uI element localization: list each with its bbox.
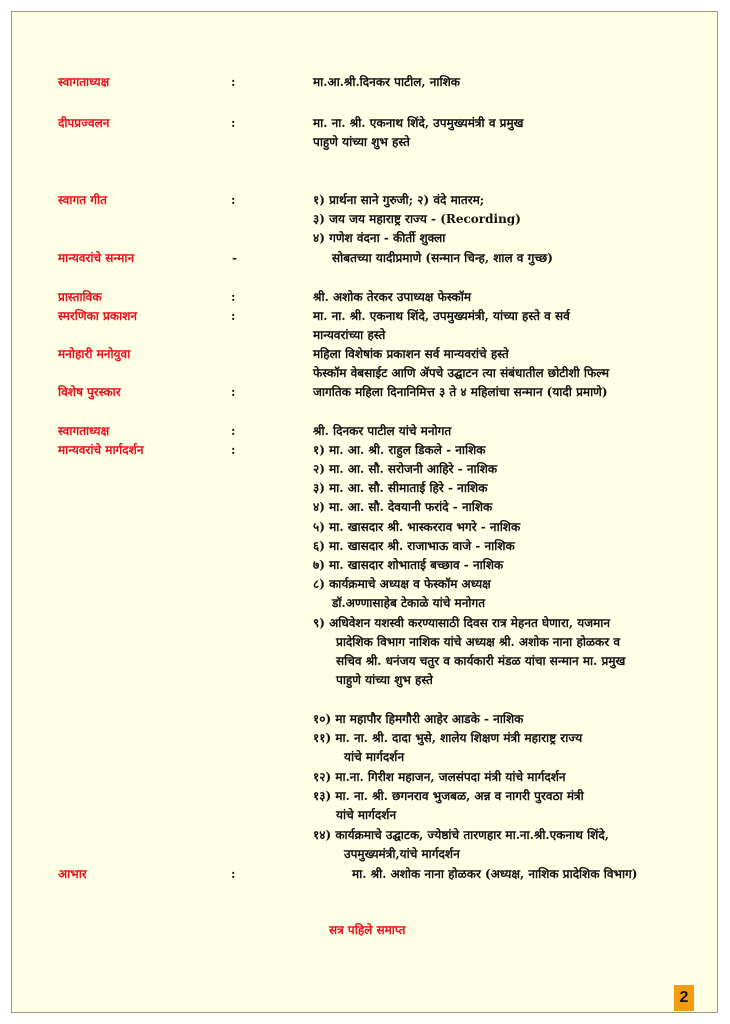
separator: : <box>231 443 236 457</box>
list-item: सचिव श्री. धनंजय चतुर व कार्यकारी मंडळ यांचा सन्मान मा. प्रमुख <box>336 654 626 668</box>
agenda-value: मा. ना. श्री. एकनाथ शिंदे, उपमुख्यमंत्री, यांच्या हस्ते व सर्व <box>313 309 570 323</box>
list-item: यांचे मार्गदर्शन <box>336 808 397 822</box>
agenda-value: मा. श्री. अशोक नाना होळकर (अध्यक्ष, नाशिक प्रादेशिक विभाग) <box>352 867 638 881</box>
list-item: १२) मा.ना. गिरीश महाजन, जलसंपदा मंत्री यांचे मार्गदर्शन <box>313 770 566 784</box>
agenda-value: मा.आ.श्री.दिनकर पाटील, नाशिक <box>313 75 460 89</box>
agenda-label: आभार <box>58 867 87 881</box>
separator: : <box>231 290 236 304</box>
list-item: डॉ.अण्णासाहेब टेकाळे यांचे मनोगत <box>332 596 486 610</box>
list-item: ४) मा. आ. सौ. देवयानी फरांदे - नाशिक <box>313 500 493 514</box>
list-item: ३) मा. आ. सौ. सीमाताई हिरे - नाशिक <box>313 481 488 495</box>
agenda-value: पाहुणे यांच्या शुभ हस्ते <box>313 135 410 149</box>
agenda-value: जागतिक महिला दिनानिमित्त ३ ते ४ महिलांचा सन्मान (यादी प्रमाणे) <box>313 385 608 399</box>
list-item: ५) मा. खासदार श्री. भास्करराव भगरे - नाशिक <box>313 520 521 534</box>
agenda-label: विशेष पुरस्कार <box>58 385 121 399</box>
list-item: १) मा. आ. श्री. राहुल डिकले - नाशिक <box>313 443 486 457</box>
list-item: पाहुणे यांच्या शुभ हस्ते <box>336 673 433 687</box>
agenda-value: ३) जय जय महाराष्ट्र राज्य - (Recording) <box>313 212 521 226</box>
list-item: उपमुख्यमंत्री,यांचे मार्गदर्शन <box>344 847 460 861</box>
agenda-label: मनोहारी मनोयुवा <box>58 347 131 361</box>
agenda-label: मान्यवरांचे मार्गदर्शन <box>58 443 144 457</box>
list-item: ६) मा. खासदार श्री. राजाभाऊ वाजे - नाशिक <box>313 539 515 553</box>
agenda-label: स्वागताध्यक्ष <box>58 424 110 438</box>
list-item: प्रादेशिक विभाग नाशिक यांचे अध्यक्ष श्री. अशोक नाना होळकर व <box>336 635 621 649</box>
list-item: ८) कार्यक्रमाचे अध्यक्ष व फेस्कॉम अध्यक्ष <box>313 577 491 591</box>
agenda-value: श्री. दिनकर पाटील यांचे मनोगत <box>313 424 452 438</box>
agenda-value: ४) गणेश वंदना - कीर्ती शुक्ला <box>313 231 446 245</box>
list-item: १०) मा महापौर हिमगौरी आहेर आडके - नाशिक <box>313 712 524 726</box>
separator: : <box>231 309 236 323</box>
agenda-label: दीपप्रज्वलन <box>58 116 110 130</box>
agenda-label: स्वागताध्यक्ष <box>58 75 110 89</box>
session-end-note: सत्र पहिले समाप्त <box>329 923 406 937</box>
separator: : <box>231 424 236 438</box>
separator: : <box>231 75 236 89</box>
agenda-value: सोबतच्या यादीप्रमाणे (सन्मान चिन्ह, शाल व गुच्छ) <box>332 251 553 265</box>
agenda-value: १) प्रार्थना साने गुरुजी; २) वंदे मातरम; <box>313 193 485 207</box>
separator: : <box>231 867 236 881</box>
agenda-label: प्रास्ताविक <box>58 290 102 304</box>
separator: : <box>231 385 236 399</box>
list-item: ७) मा. खासदार शोभाताई बच्छाव - नाशिक <box>313 558 504 572</box>
separator: : <box>231 193 236 207</box>
list-item: १४) कार्यक्रमाचे उद्घाटक, ज्येष्ठांचे तारणहार मा.ना.श्री.एकनाथ शिंदे, <box>313 828 609 842</box>
agenda-value: श्री. अशोक तेरकर उपाध्यक्ष फेस्कॉम <box>313 290 472 304</box>
separator: - <box>232 251 237 265</box>
page-number: 2 <box>674 985 694 1011</box>
agenda-label: मान्यवरांचे सन्मान <box>58 251 135 265</box>
agenda-value: मान्यवरांच्या हस्ते <box>313 328 386 342</box>
agenda-label: स्मरणिका प्रकाशन <box>58 309 138 323</box>
list-item: ९) अधिवेशन यशस्वी करण्यासाठी दिवस रात्र मेहनत घेणारा, यजमान <box>313 616 611 630</box>
separator: : <box>231 116 236 130</box>
agenda-value: फेस्कॉम वेबसाईट आणि ॲपचे उद्घाटन त्या संबंधातील छोटीशी फिल्म <box>313 366 610 380</box>
agenda-value: मा. ना. श्री. एकनाथ शिंदे, उपमुख्यमंत्री व प्रमुख <box>313 116 524 130</box>
agenda-label: स्वागत गीत <box>58 193 107 207</box>
list-item: ११) मा. ना. श्री. दादा भुसे, शालेय शिक्षण मंत्री महाराष्ट्र राज्य <box>313 731 583 745</box>
list-item: यांचे मार्गदर्शन <box>344 750 405 764</box>
list-item: १३) मा. ना. श्री. छगनराव भुजबळ, अन्न व नागरी पुरवठा मंत्री <box>313 789 584 803</box>
agenda-value: महिला विशेषांक प्रकाशन सर्व मान्यवरांचे हस्ते <box>313 347 509 361</box>
list-item: २) मा. आ. सौ. सरोजनी आहिरे - नाशिक <box>313 462 498 476</box>
